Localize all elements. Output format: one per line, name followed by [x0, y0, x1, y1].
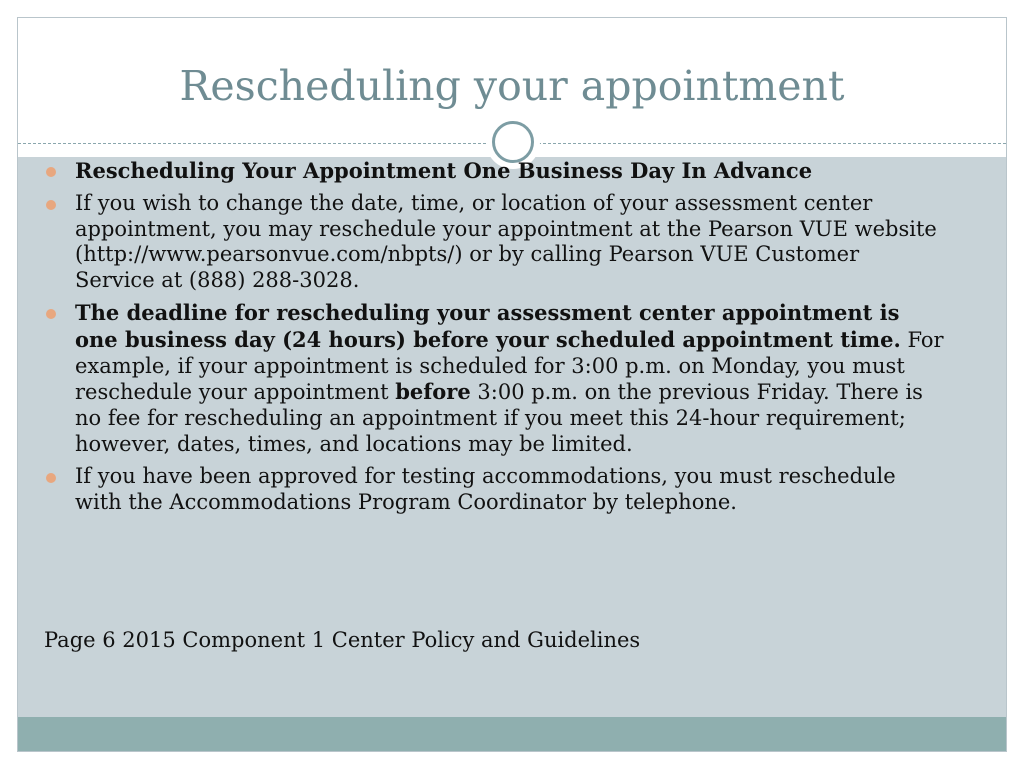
bullet-item: [44, 300, 944, 458]
bullet-item: [44, 191, 944, 294]
bullet-list: [44, 158, 944, 521]
bullet-bold-inline: before: [395, 379, 471, 405]
circle-ornament-icon: [492, 121, 534, 163]
bullet-text: If you wish to change the date, time, or location of your assessment center appointment, you may reschedule your appointment at the Pearson VUE website (http://www.pearsonvue.com/nbpts/) or by calling Pearson VUE Customer Service at (888) 288-3028.: [75, 190, 937, 293]
bullet-heading: Rescheduling Your Appointment One Business Day In Advance: [75, 158, 813, 183]
bottom-bar: [18, 717, 1006, 751]
bullet-item: [44, 158, 944, 185]
bullet-text: 3:00 p.m. on the previous Friday. There is no fee for rescheduling an appointment if you meet this 24-hour requirement; however, dates, times, and locations may be limited.: [75, 380, 923, 456]
bullet-text: For example, if your appointment is scheduled for 3:00 p.m. on Monday, you must reschedule your appointment: [75, 327, 944, 405]
bullet-text: If you have been approved for testing accommodations, you must reschedule with the Accommodations Program Coordinator by telephone.: [75, 463, 896, 514]
footer-text: Page 6 2015 Component 1 Center Policy and Guidelines: [44, 628, 641, 652]
bullet-dot-icon: [46, 200, 56, 210]
bullet-dot-icon: [46, 167, 56, 177]
slide-title: Rescheduling your appointment: [179, 62, 845, 110]
bullet-dot-icon: [46, 473, 56, 483]
bullet-bold-lead: The deadline for rescheduling your assessment center appointment is one business day (24 hours) before your scheduled appointment time.: [75, 299, 901, 352]
bullet-dot-icon: [46, 309, 56, 319]
bullet-item: [44, 464, 944, 516]
